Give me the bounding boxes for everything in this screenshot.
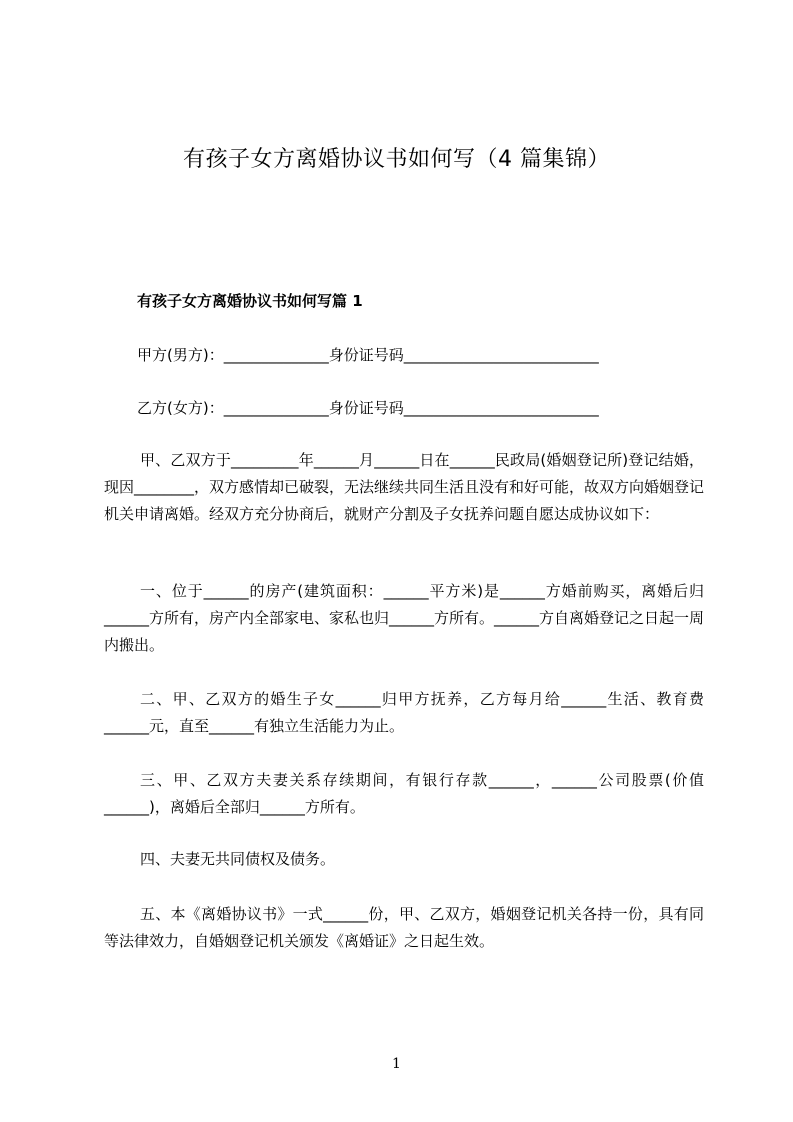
page-number: 1 (392, 1056, 401, 1072)
party-b-line: 乙方(女方)：______________身份证号码__________________________ (137, 399, 599, 417)
clause-5-paragraph: 五、本《离婚协议书》一式______份，甲、乙双方，婚姻登记机关各持一份，具有同等法律效力，自婚姻登记机关颁发《离婚证》之日起生效。 (104, 905, 704, 950)
clause-3-paragraph: 三、甲、乙双方夫妻关系存续期间，有银行存款______，______公司股票(价值______)，离婚后全部归______方所有。 (104, 771, 704, 816)
party-a-line: 甲方(男方)：______________身份证号码__________________________ (137, 346, 599, 364)
section-heading: 有孩子女方离婚协议书如何写篇 1 (137, 292, 363, 310)
document-title: 有孩子女方离婚协议书如何写（4 篇集锦） (183, 147, 610, 172)
intro-paragraph: 甲、乙双方于_________年______月______日在______民政局(婚姻登记所)登记结婚，现因________，双方感情却已破裂，无法继续共同生活且没有和好可能，故双方向婚姻登记机关申请离婚。经双方充分协商后，就财产分割及子女抚养问题自愿达成协议如下： (104, 451, 705, 523)
clause-4-paragraph: 四、夫妻无共同债权及债务。 (140, 850, 336, 868)
clause-2-paragraph: 二、甲、乙双方的婚生子女______归甲方抚养，乙方每月给______生活、教育费______元，直至______有独立生活能力为止。 (104, 690, 704, 735)
clause-1-paragraph: 一、位于______的房产(建筑面积：______平方米)是______方婚前购买，离婚后归______方所有，房产内全部家电、家私也归______方所有。______方自离婚登记之日起一周内搬出。 (104, 582, 705, 654)
